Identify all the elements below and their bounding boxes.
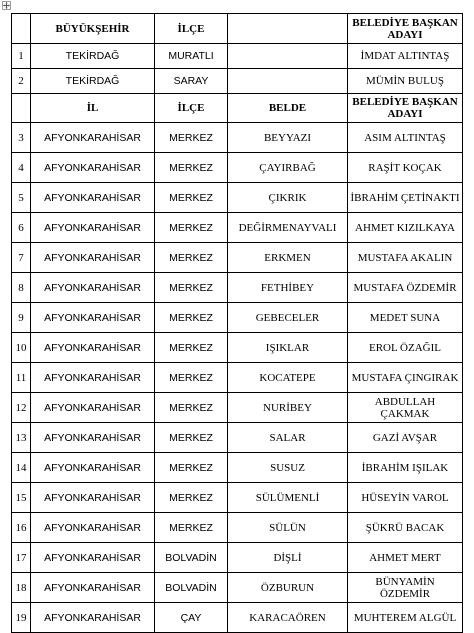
row-number: 14 bbox=[12, 453, 31, 483]
town-cell: DEĞİRMENAYVALI bbox=[228, 213, 348, 243]
district-cell: MERKEZ bbox=[155, 423, 228, 453]
province-cell: AFYONKARAHİSAR bbox=[31, 513, 155, 543]
candidate-cell: İBRAHİM IŞILAK bbox=[348, 453, 463, 483]
province-cell: AFYONKARAHİSAR bbox=[31, 183, 155, 213]
candidate-cell: EROL ÖZAĞIL bbox=[348, 333, 463, 363]
header-il: İL bbox=[31, 94, 155, 123]
district-cell: MERKEZ bbox=[155, 153, 228, 183]
header-ilce: İLÇE bbox=[155, 14, 228, 44]
row-number: 5 bbox=[12, 183, 31, 213]
candidate-cell: MUHTEREM ALGÜL bbox=[348, 603, 463, 633]
table-row bbox=[12, 213, 463, 243]
table-row bbox=[12, 363, 463, 393]
header-empty bbox=[228, 14, 348, 44]
header-no-cell bbox=[12, 14, 31, 44]
table-row bbox=[12, 513, 463, 543]
header-no-cell bbox=[12, 94, 31, 123]
province-cell: AFYONKARAHİSAR bbox=[31, 363, 155, 393]
town-cell: KOCATEPE bbox=[228, 363, 348, 393]
row-number: 2 bbox=[12, 69, 31, 94]
table-row bbox=[12, 123, 463, 153]
row-number: 6 bbox=[12, 213, 31, 243]
header-row-province bbox=[12, 94, 463, 123]
district-cell: MERKEZ bbox=[155, 303, 228, 333]
candidate-cell: GAZİ AVŞAR bbox=[348, 423, 463, 453]
table-row bbox=[12, 153, 463, 183]
district-cell: SARAY bbox=[155, 69, 228, 94]
table-row bbox=[12, 243, 463, 273]
table-move-handle-icon[interactable] bbox=[2, 1, 11, 10]
province-cell: AFYONKARAHİSAR bbox=[31, 213, 155, 243]
district-cell: MERKEZ bbox=[155, 123, 228, 153]
table-row bbox=[12, 69, 463, 94]
candidate-cell: İBRAHİM ÇETİNAKTI bbox=[348, 183, 463, 213]
candidate-cell: MUSTAFA AKALIN bbox=[348, 243, 463, 273]
candidate-cell: AHMET MERT bbox=[348, 543, 463, 573]
header-ilce: İLÇE bbox=[155, 94, 228, 123]
table-row bbox=[12, 573, 463, 603]
town-cell: ÖZBURUN bbox=[228, 573, 348, 603]
district-cell: MERKEZ bbox=[155, 243, 228, 273]
candidate-cell: ASIM ALTINTAŞ bbox=[348, 123, 463, 153]
row-number: 3 bbox=[12, 123, 31, 153]
province-cell: TEKİRDAĞ bbox=[31, 44, 155, 69]
town-cell: BEYYAZI bbox=[228, 123, 348, 153]
candidate-cell: BÜNYAMİN ÖZDEMİR bbox=[348, 573, 463, 603]
candidate-cell: MUSTAFA ÖZDEMİR bbox=[348, 273, 463, 303]
header-row-metropolitan bbox=[12, 14, 463, 44]
district-cell: MERKEZ bbox=[155, 273, 228, 303]
candidate-cell: MÜMİN BULUŞ bbox=[348, 69, 463, 94]
table-row bbox=[12, 273, 463, 303]
table-row bbox=[12, 423, 463, 453]
district-cell: BOLVADİN bbox=[155, 543, 228, 573]
town-cell: SUSUZ bbox=[228, 453, 348, 483]
town-cell bbox=[228, 69, 348, 94]
row-number: 13 bbox=[12, 423, 31, 453]
candidate-cell: HÜSEYİN VAROL bbox=[348, 483, 463, 513]
row-number: 19 bbox=[12, 603, 31, 633]
district-cell: MERKEZ bbox=[155, 483, 228, 513]
table-row bbox=[12, 183, 463, 213]
row-number: 4 bbox=[12, 153, 31, 183]
row-number: 11 bbox=[12, 363, 31, 393]
province-cell: AFYONKARAHİSAR bbox=[31, 453, 155, 483]
candidate-cell: İMDAT ALTINTAŞ bbox=[348, 44, 463, 69]
table-row bbox=[12, 303, 463, 333]
candidate-cell: ŞÜKRÜ BACAK bbox=[348, 513, 463, 543]
table-row bbox=[12, 333, 463, 363]
row-number: 9 bbox=[12, 303, 31, 333]
district-cell: MURATLI bbox=[155, 44, 228, 69]
province-cell: AFYONKARAHİSAR bbox=[31, 543, 155, 573]
district-cell: MERKEZ bbox=[155, 213, 228, 243]
town-cell bbox=[228, 44, 348, 69]
province-cell: TEKİRDAĞ bbox=[31, 69, 155, 94]
table-row bbox=[12, 543, 463, 573]
district-cell: ÇAY bbox=[155, 603, 228, 633]
town-cell: ÇIKRIK bbox=[228, 183, 348, 213]
row-number: 1 bbox=[12, 44, 31, 69]
row-number: 15 bbox=[12, 483, 31, 513]
candidate-cell: MEDET SUNA bbox=[348, 303, 463, 333]
province-cell: AFYONKARAHİSAR bbox=[31, 423, 155, 453]
town-cell: SÜLÜN bbox=[228, 513, 348, 543]
province-cell: AFYONKARAHİSAR bbox=[31, 573, 155, 603]
table-row bbox=[12, 44, 463, 69]
province-cell: AFYONKARAHİSAR bbox=[31, 333, 155, 363]
district-cell: MERKEZ bbox=[155, 363, 228, 393]
header-buyuksehir: BÜYÜKŞEHİR bbox=[31, 14, 155, 44]
row-number: 16 bbox=[12, 513, 31, 543]
header-belde: BELDE bbox=[228, 94, 348, 123]
town-cell: KARACAÖREN bbox=[228, 603, 348, 633]
table-row bbox=[12, 483, 463, 513]
header-candidate: BELEDİYE BAŞKAN ADAYI bbox=[348, 94, 463, 123]
row-number: 7 bbox=[12, 243, 31, 273]
town-cell: IŞIKLAR bbox=[228, 333, 348, 363]
row-number: 10 bbox=[12, 333, 31, 363]
town-cell: DİŞLİ bbox=[228, 543, 348, 573]
district-cell: MERKEZ bbox=[155, 393, 228, 423]
town-cell: FETHİBEY bbox=[228, 273, 348, 303]
town-cell: SALAR bbox=[228, 423, 348, 453]
candidate-cell: ABDULLAH ÇAKMAK bbox=[348, 393, 463, 423]
district-cell: MERKEZ bbox=[155, 513, 228, 543]
row-number: 18 bbox=[12, 573, 31, 603]
province-cell: AFYONKARAHİSAR bbox=[31, 303, 155, 333]
district-cell: MERKEZ bbox=[155, 183, 228, 213]
town-cell: GEBECELER bbox=[228, 303, 348, 333]
candidate-cell: RAŞİT KOÇAK bbox=[348, 153, 463, 183]
town-cell: ERKMEN bbox=[228, 243, 348, 273]
table-row bbox=[12, 453, 463, 483]
row-number: 17 bbox=[12, 543, 31, 573]
province-cell: AFYONKARAHİSAR bbox=[31, 603, 155, 633]
candidate-cell: AHMET KIZILKAYA bbox=[348, 213, 463, 243]
table-row bbox=[12, 393, 463, 423]
district-cell: MERKEZ bbox=[155, 333, 228, 363]
table-row bbox=[12, 603, 463, 633]
town-cell: NURİBEY bbox=[228, 393, 348, 423]
province-cell: AFYONKARAHİSAR bbox=[31, 483, 155, 513]
district-cell: BOLVADİN bbox=[155, 573, 228, 603]
province-cell: AFYONKARAHİSAR bbox=[31, 243, 155, 273]
candidate-cell: MUSTAFA ÇINGIRAK bbox=[348, 363, 463, 393]
row-number: 8 bbox=[12, 273, 31, 303]
candidate-table bbox=[11, 13, 463, 633]
header-candidate: BELEDİYE BAŞKAN ADAYI bbox=[348, 14, 463, 44]
row-number: 12 bbox=[12, 393, 31, 423]
province-cell: AFYONKARAHİSAR bbox=[31, 123, 155, 153]
town-cell: SÜLÜMENLİ bbox=[228, 483, 348, 513]
town-cell: ÇAYIRBAĞ bbox=[228, 153, 348, 183]
province-cell: AFYONKARAHİSAR bbox=[31, 153, 155, 183]
province-cell: AFYONKARAHİSAR bbox=[31, 393, 155, 423]
province-cell: AFYONKARAHİSAR bbox=[31, 273, 155, 303]
district-cell: MERKEZ bbox=[155, 453, 228, 483]
